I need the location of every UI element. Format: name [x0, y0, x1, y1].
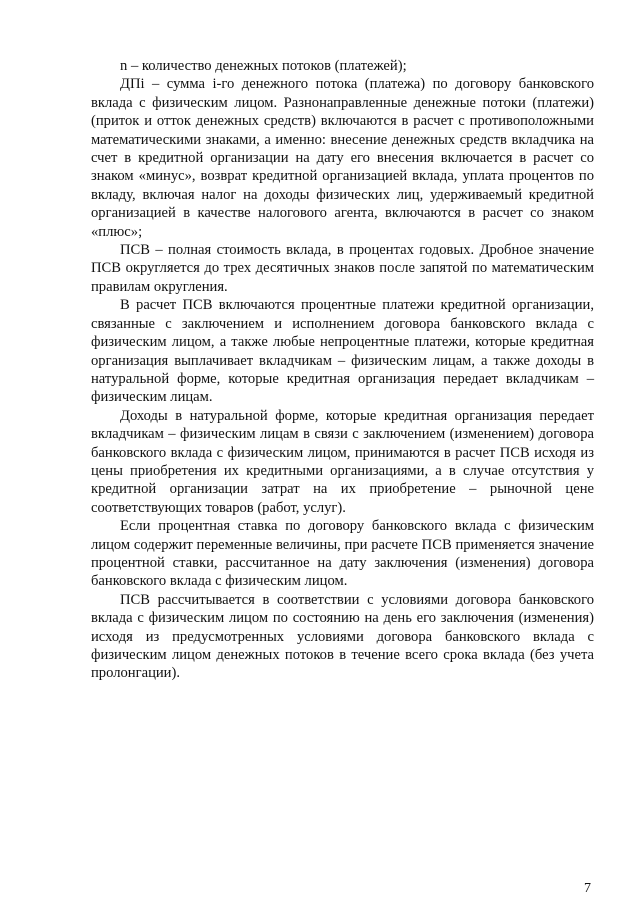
paragraph-dp-definition: ДПi – сумма i-го денежного потока (платежа) по договору банковского вклада с физическим лицом. Разнонаправленные денежные потоки (платежи) (приток и отток денежных средств) включаются в расчет с противоположными математическими знаками, а именно: внесение денежных средств вкладчика на счет в кредитной организации на дату его внесения включается в расчет со знаком «минус», возврат кредитной организацией вклада, уплата процентов по вкладу, включая налог на доходы физических лиц, удерживаемый кредитной организацией в качестве налогового агента, включаются в расчет со знаком «плюс»;	[91, 76, 594, 240]
paragraph-n-definition: n – количество денежных потоков (платежей);	[120, 58, 407, 74]
paragraph-natural-income: Доходы в натуральной форме, которые кредитная организация передает вкладчикам – физическим лицам в связи с заключением (изменением) договора банковского вклада с физическим лицом, принимаются в расчет ПСВ исходя из цены приобретения их кредитными организациями, а в случае отсутствия у кредитной организации затрат на их приобретение – рыночной цене соответствующих товаров (работ, услуг).	[91, 407, 594, 516]
page-number: 7	[584, 881, 591, 896]
paragraph-psv-inclusions: В расчет ПСВ включаются процентные платежи кредитной организации, связанные с заключением и исполнением договора банковского вклада с физическим лицом, а также любые непроцентные платежи, которые кредитная организация выплачивает вкладчикам – физическим лицам, а также доходы в натуральной форме, которые кредитная организация передает вкладчикам – физическим лицам.	[91, 297, 594, 406]
document-body	[91, 57, 594, 683]
paragraph-psv-definition: ПСВ – полная стоимость вклада, в процентах годовых. Дробное значение ПСВ округляется до трех десятичных знаков после запятой по математическим правилам округления.	[91, 242, 594, 295]
paragraph-variable-rate: Если процентная ставка по договору банковского вклада с физическим лицом содержит переменные величины, при расчете ПСВ применяется значение процентной ставки, рассчитанное на дату заключения (изменения) договора банковского вклада с физическим лицом.	[91, 518, 594, 590]
paragraph-psv-calculation: ПСВ рассчитывается в соответствии с условиями договора банковского вклада с физическим лицом по состоянию на день его заключения (изменения) исходя из предусмотренных условиями договора банковского вклада с физическим лицом денежных потоков в течение всего срока вклада (без учета пролонгации).	[91, 591, 594, 682]
